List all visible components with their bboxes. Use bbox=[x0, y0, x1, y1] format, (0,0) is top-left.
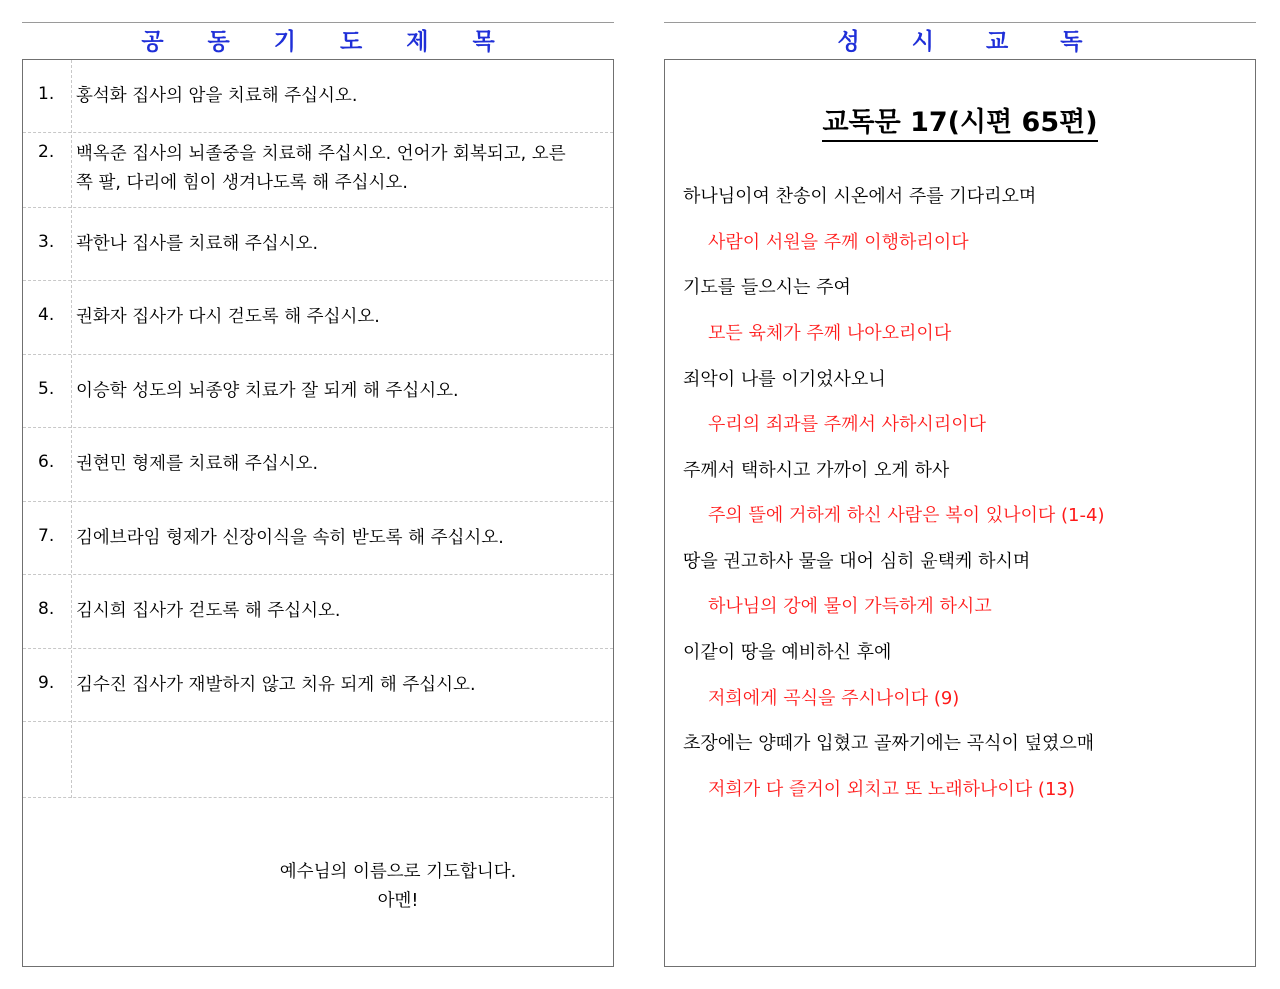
prayer-item-number: 6. bbox=[38, 452, 55, 472]
prayer-item bbox=[23, 428, 613, 502]
prayer-item-text: 백옥준 집사의 뇌졸중을 치료해 주십시오. 언어가 회복되고, 오른쪽 팔, 다리에 힘이 생겨나도록 해 주십시오. bbox=[76, 144, 566, 193]
prayer-item bbox=[23, 281, 613, 355]
leader-line: 주께서 택하시고 가까이 오게 하사 bbox=[683, 460, 950, 481]
prayer-item-empty bbox=[23, 722, 613, 798]
prayer-item-number: 5. bbox=[38, 379, 55, 399]
response-line: 주의 뜰에 거하게 하신 사람은 복이 있나이다 (1-4) bbox=[708, 505, 1105, 526]
prayer-item-number: 1. bbox=[38, 84, 55, 104]
prayer-item-number: 2. bbox=[38, 142, 55, 162]
prayer-item bbox=[23, 649, 613, 722]
left-panel-title: 공 동 기 도 제 목 bbox=[141, 28, 495, 55]
response-line: 우리의 죄과를 주께서 사하시리이다 bbox=[708, 414, 986, 435]
reading-title-text: 교독문 17(시편 65편) bbox=[822, 107, 1097, 142]
leader-line: 초장에는 양떼가 입혔고 골짜기에는 곡식이 덮였으매 bbox=[683, 733, 1095, 754]
response-line: 사람이 서원을 주께 이행하리이다 bbox=[708, 232, 969, 253]
prayer-item-text: 김시희 집사가 걷도록 해 주십시오. bbox=[76, 601, 341, 621]
prayer-item-number: 4. bbox=[38, 305, 55, 325]
prayer-item-text: 김수진 집사가 재발하지 않고 치유 되게 해 주십시오. bbox=[76, 675, 476, 695]
prayer-item-text: 권화자 집사가 다시 걷도록 해 주십시오. bbox=[76, 307, 380, 327]
closing-amen: 아멘! bbox=[377, 891, 419, 911]
prayer-item bbox=[23, 502, 613, 575]
response-line: 모든 육체가 주께 나아오리이다 bbox=[708, 323, 952, 344]
leader-line: 땅을 권고하사 물을 대어 심히 윤택케 하시며 bbox=[683, 551, 1031, 572]
prayer-item-text: 권현민 형제를 치료해 주십시오. bbox=[76, 454, 319, 474]
right-panel-title: 성 시 교 독 bbox=[837, 28, 1083, 55]
responsive-reading-box bbox=[664, 59, 1256, 967]
prayer-item-text: 이승학 성도의 뇌종양 치료가 잘 되게 해 주십시오. bbox=[76, 381, 459, 401]
response-line: 저희가 다 즐거이 외치고 또 노래하나이다 (13) bbox=[708, 779, 1075, 800]
prayer-item-text: 김에브라임 형제가 신장이식을 속히 받도록 해 주십시오. bbox=[76, 528, 504, 548]
response-line: 하나님의 강에 물이 가득하게 하시고 bbox=[708, 596, 992, 617]
closing-line: 예수님의 이름으로 기도합니다. bbox=[279, 862, 517, 882]
leader-line: 하나님이여 찬송이 시온에서 주를 기다리오며 bbox=[683, 186, 1037, 207]
closing-prayer bbox=[253, 858, 543, 916]
prayer-item bbox=[23, 133, 613, 208]
leader-line: 죄악이 나를 이기었사오니 bbox=[683, 369, 886, 390]
prayer-item-number: 7. bbox=[38, 526, 55, 546]
prayer-item-text: 곽한나 집사를 치료해 주십시오. bbox=[76, 234, 319, 254]
response-line: 저희에게 곡식을 주시나이다 (9) bbox=[708, 688, 960, 709]
leader-line: 이같이 땅을 예비하신 후에 bbox=[683, 642, 892, 663]
prayer-item-text: 홍석화 집사의 암을 치료해 주십시오. bbox=[76, 86, 358, 106]
prayer-item-number: 3. bbox=[38, 232, 55, 252]
prayer-item-number: 9. bbox=[38, 673, 55, 693]
prayer-list-box bbox=[22, 59, 614, 967]
prayer-item bbox=[23, 355, 613, 428]
prayer-item-number: 8. bbox=[38, 599, 55, 619]
reading-title bbox=[665, 100, 1255, 139]
leader-line: 기도를 들으시는 주여 bbox=[683, 277, 851, 298]
prayer-item bbox=[23, 60, 613, 133]
prayer-item bbox=[23, 208, 613, 281]
prayer-item bbox=[23, 575, 613, 649]
